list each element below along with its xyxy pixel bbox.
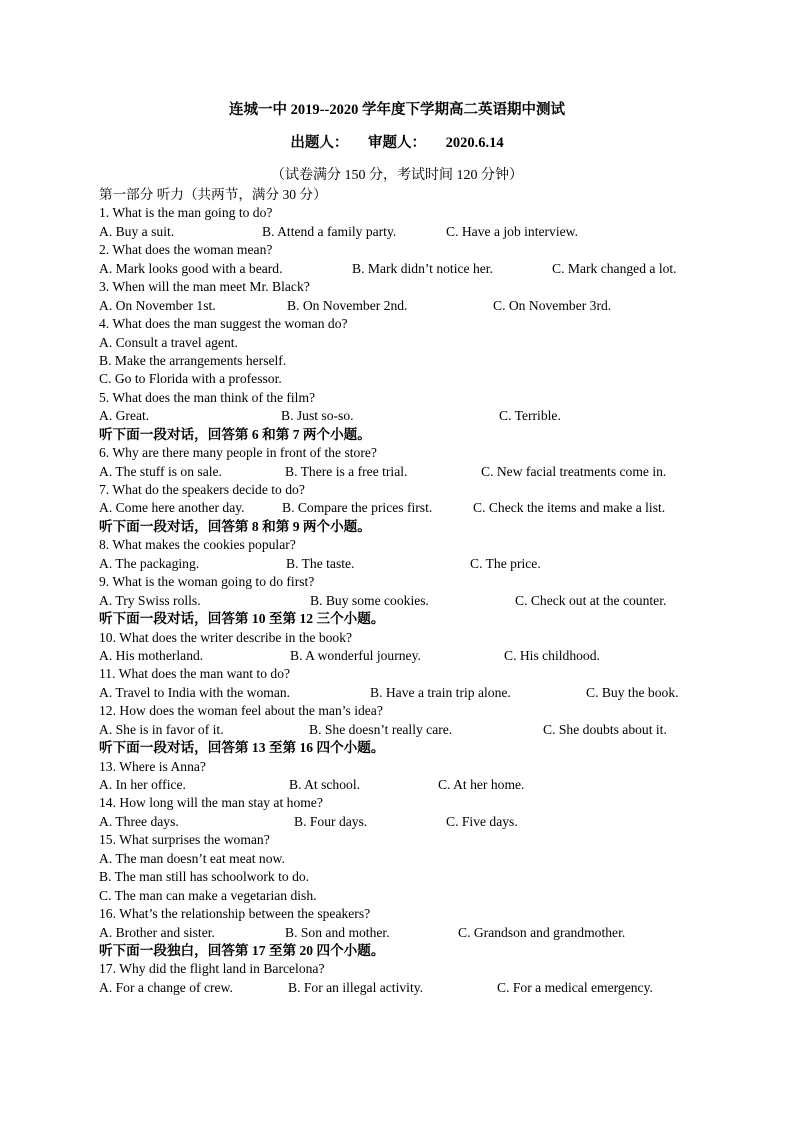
question-stem: 16. What’s the relationship between the speakers?	[99, 906, 371, 922]
question-stem: 2. What does the woman mean?	[99, 242, 273, 258]
options-row	[99, 555, 709, 573]
options-row	[99, 813, 709, 831]
options-row	[99, 223, 709, 241]
question-stem: 1. What is the man going to do?	[99, 205, 273, 221]
options-row	[99, 776, 709, 794]
question-stem: 17. Why did the flight land in Barcelona?	[99, 961, 325, 977]
option-b: B. There is a free trial.	[285, 463, 408, 479]
options-row	[99, 684, 709, 702]
instruction-line: 听下面一段独白，回答第 17 至第 20 四个小题。	[99, 942, 385, 958]
options-row	[99, 592, 709, 610]
option-c: C. Mark changed a lot.	[552, 260, 677, 276]
option-b: B. The taste.	[286, 555, 355, 571]
option-c: C. Buy the book.	[586, 684, 679, 700]
question-stem: 14. How long will the man stay at home?	[99, 795, 323, 811]
option-c: C. Check the items and make a list.	[473, 500, 666, 516]
option-b: B. A wonderful journey.	[290, 647, 421, 663]
option-b: B. Just so-so.	[281, 408, 354, 424]
option-b: B. Four days.	[294, 813, 368, 829]
option-b: B. She doesn’t really care.	[309, 721, 453, 737]
question-stem: 6. Why are there many people in front of the store?	[99, 445, 377, 461]
options-row	[99, 499, 709, 517]
instruction-line: 听下面一段对话，回答第 10 至第 12 三个小题。	[99, 611, 385, 627]
option-c: C. New facial treatments come in.	[481, 463, 667, 479]
option-b: B. At school.	[289, 777, 360, 792]
option-a: A. Consult a travel agent.	[99, 334, 238, 350]
options-row	[99, 407, 709, 425]
option-b: B. For an illegal activity.	[288, 979, 424, 995]
option-b: B. Attend a family party.	[262, 223, 397, 239]
option-b: B. Make the arrangements herself.	[99, 352, 287, 368]
question-stem: 11. What does the man want to do?	[99, 666, 291, 682]
setter-label: 出题人：	[290, 135, 349, 151]
instruction-line: 听下面一段对话，回答第 8 和第 9 两个小题。	[99, 518, 371, 534]
question-stem: 10. What does the writer describe in the book?	[99, 629, 353, 645]
option-c: C. Terrible.	[499, 408, 561, 424]
option-c: C. Grandson and grandmother.	[458, 924, 626, 940]
option-a: A. Great.	[99, 408, 150, 424]
question-stem: 13. Where is Anna?	[99, 758, 206, 774]
instruction-line: 听下面一段对话，回答第 13 至第 16 四个小题。	[99, 740, 385, 756]
option-b: B. Son and mother.	[285, 924, 390, 940]
option-a: A. On November 1st.	[99, 297, 216, 313]
options-row	[99, 297, 709, 315]
option-b: B. Compare the prices first.	[282, 500, 433, 516]
options-row	[99, 924, 709, 942]
question-list	[99, 186, 709, 997]
question-stem: 5. What does the man think of the film?	[99, 389, 316, 405]
exam-date: 2020.6.14	[445, 135, 504, 151]
options-row	[99, 721, 709, 739]
option-c: C. Have a job interview.	[446, 223, 578, 239]
options-row	[99, 463, 709, 481]
option-c: C. Five days.	[446, 813, 518, 829]
question-stem: 4. What does the man suggest the woman do?	[99, 316, 348, 332]
option-a: A. Mark looks good with a beard.	[99, 260, 283, 276]
question-stem: 9. What is the woman going to do first?	[99, 574, 315, 590]
option-b: B. Have a train trip alone.	[370, 684, 511, 700]
exam-info: （试卷满分 150 分，考试时间 120 分钟）	[271, 168, 523, 183]
option-a: A. The packaging.	[99, 555, 200, 571]
option-a: A. The man doesn’t eat meat now.	[99, 850, 285, 866]
section-heading: 第一部分 听力（共两节，满分 30 分）	[99, 187, 327, 202]
option-a: A. Try Swiss rolls.	[99, 592, 201, 608]
option-a: A. She is in favor of it.	[99, 721, 224, 737]
question-stem: 7. What do the speakers decide to do?	[99, 482, 305, 497]
exam-title: 连城一中 2019--2020 学年度下学期高二英语期中测试	[229, 102, 565, 118]
question-stem: 3. When will the man meet Mr. Black?	[99, 279, 310, 295]
option-a: A. Brother and sister.	[99, 924, 215, 940]
option-c: C. Check out at the counter.	[515, 592, 667, 608]
option-c: C. She doubts about it.	[543, 721, 667, 737]
option-a: A. Buy a suit.	[99, 223, 175, 239]
options-row	[99, 260, 709, 278]
authors-line	[0, 131, 794, 152]
instruction-line: 听下面一段对话，回答第 6 和第 7 两个小题。	[99, 426, 371, 442]
option-b: B. The man still has schoolwork to do.	[99, 869, 310, 885]
question-stem: 12. How does the woman feel about the man’s idea?	[99, 703, 383, 719]
option-a: A. In her office.	[99, 777, 186, 792]
option-c: C. The price.	[470, 555, 541, 571]
option-c: C. Go to Florida with a professor.	[99, 371, 282, 387]
option-b: B. Mark didn’t notice her.	[352, 260, 493, 276]
option-c: C. His childhood.	[504, 647, 600, 663]
option-b: B. On November 2nd.	[287, 297, 408, 313]
option-a: A. His motherland.	[99, 647, 204, 663]
question-stem: 15. What surprises the woman?	[99, 832, 270, 848]
option-c: C. For a medical emergency.	[497, 979, 653, 995]
option-b: B. Buy some cookies.	[310, 592, 429, 608]
reviewer-label: 审题人：	[368, 135, 426, 151]
option-c: C. On November 3rd.	[493, 297, 612, 313]
option-c: C. The man can make a vegetarian dish.	[99, 887, 317, 903]
option-a: A. For a change of crew.	[99, 979, 233, 995]
option-a: A. Travel to India with the woman.	[99, 684, 291, 700]
option-a: A. Three days.	[99, 813, 179, 829]
option-a: A. The stuff is on sale.	[99, 463, 222, 479]
options-row	[99, 979, 709, 997]
question-stem: 8. What makes the cookies popular?	[99, 537, 296, 553]
option-c: C. At her home.	[438, 777, 525, 792]
options-row	[99, 647, 709, 665]
option-a: A. Come here another day.	[99, 500, 245, 516]
